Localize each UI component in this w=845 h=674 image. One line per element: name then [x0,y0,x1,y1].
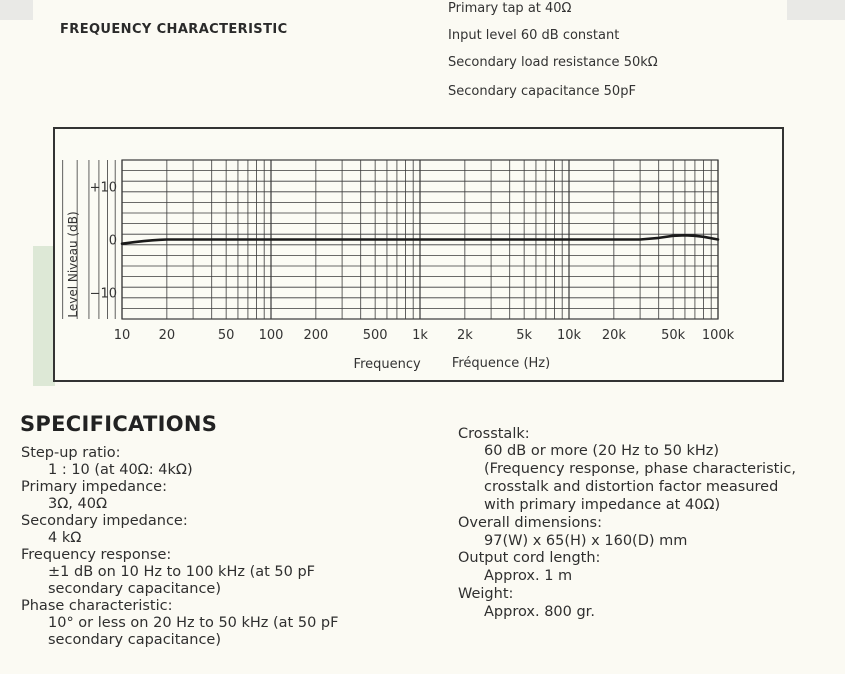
x-axis-label-en: Frequency [353,357,421,372]
spec-label-secondary-impedance: Secondary impedance: [21,513,188,529]
y-tick-label: −10 [89,286,117,302]
spec-value-weight: Approx. 800 gr. [484,604,595,620]
spec-value-crosstalk: 60 dB or more (20 Hz to 50 kHz) [484,443,720,459]
spec-label-weight: Weight: [458,586,514,602]
spec-value-secondary-impedance: 4 kΩ [48,530,82,546]
spec-note-crosstalk-1: (Frequency response, phase characteristic, [484,461,796,477]
y-axis-label: Level Niveau (dB) [66,211,80,318]
spec-value-dimensions: 97(W) x 65(H) x 160(D) mm [484,533,688,549]
x-tick-label: 500 [362,328,388,343]
x-tick-label: 10 [113,328,131,343]
x-tick-label: 100k [701,328,735,343]
x-axis-label-fr: Fréquence (Hz) [451,356,551,371]
x-tick-label: 50k [661,328,686,343]
x-tick-label: 1k [412,328,428,343]
spec-value-frequency-response: ±1 dB on 10 Hz to 100 kHz (at 50 pF [48,564,316,580]
spec-label-frequency-response: Frequency response: [21,547,172,563]
y-tick-label: 0 [108,233,117,249]
x-tick-label: 100 [258,328,284,343]
condition-input-level: Input level 60 dB constant [448,28,620,43]
x-tick-label: 20k [601,328,626,343]
top-strip-right [787,0,845,20]
x-tick-label: 200 [303,328,329,343]
side-tint [33,246,55,386]
spec-value-phase: 10° or less on 20 Hz to 50 kHz (at 50 pF [48,615,339,631]
frequency-chart [53,127,784,382]
top-strip-left [0,0,33,20]
spec-value-frequency-response-cont: secondary capacitance) [48,581,222,597]
spec-value-cord-length: Approx. 1 m [484,568,573,584]
spec-value-phase-cont: secondary capacitance) [48,632,222,648]
spec-value-step-up: 1 : 10 (at 40Ω: 4kΩ) [48,462,193,478]
y-tick-label: +10 [89,180,117,196]
spec-note-crosstalk-2: crosstalk and distortion factor measured [484,479,779,495]
x-tick-label: 5k [516,328,533,343]
x-tick-label: 2k [456,328,473,343]
spec-label-crosstalk: Crosstalk: [458,426,530,442]
x-tick-label: 10k [556,328,582,343]
spec-label-dimensions: Overall dimensions: [458,515,602,531]
condition-load-resistance: Secondary load resistance 50kΩ [448,55,658,70]
spec-label-primary-impedance: Primary impedance: [21,479,167,495]
page-title: FREQUENCY CHARACTERISTIC [60,22,288,37]
spec-label-step-up: Step-up ratio: [21,445,121,461]
specifications-heading: SPECIFICATIONS [20,412,218,436]
condition-primary-tap: Primary tap at 40Ω [448,1,572,16]
spec-value-primary-impedance: 3Ω, 40Ω [48,496,108,512]
spec-note-crosstalk-3: with primary impedance at 40Ω) [484,497,721,513]
x-tick-label: 50 [217,328,235,343]
x-tick-label: 20 [158,328,176,343]
spec-label-phase: Phase characteristic: [21,598,173,614]
condition-capacitance: Secondary capacitance 50pF [448,84,636,99]
frequency-chart-svg [55,129,782,380]
spec-label-cord-length: Output cord length: [458,550,601,566]
